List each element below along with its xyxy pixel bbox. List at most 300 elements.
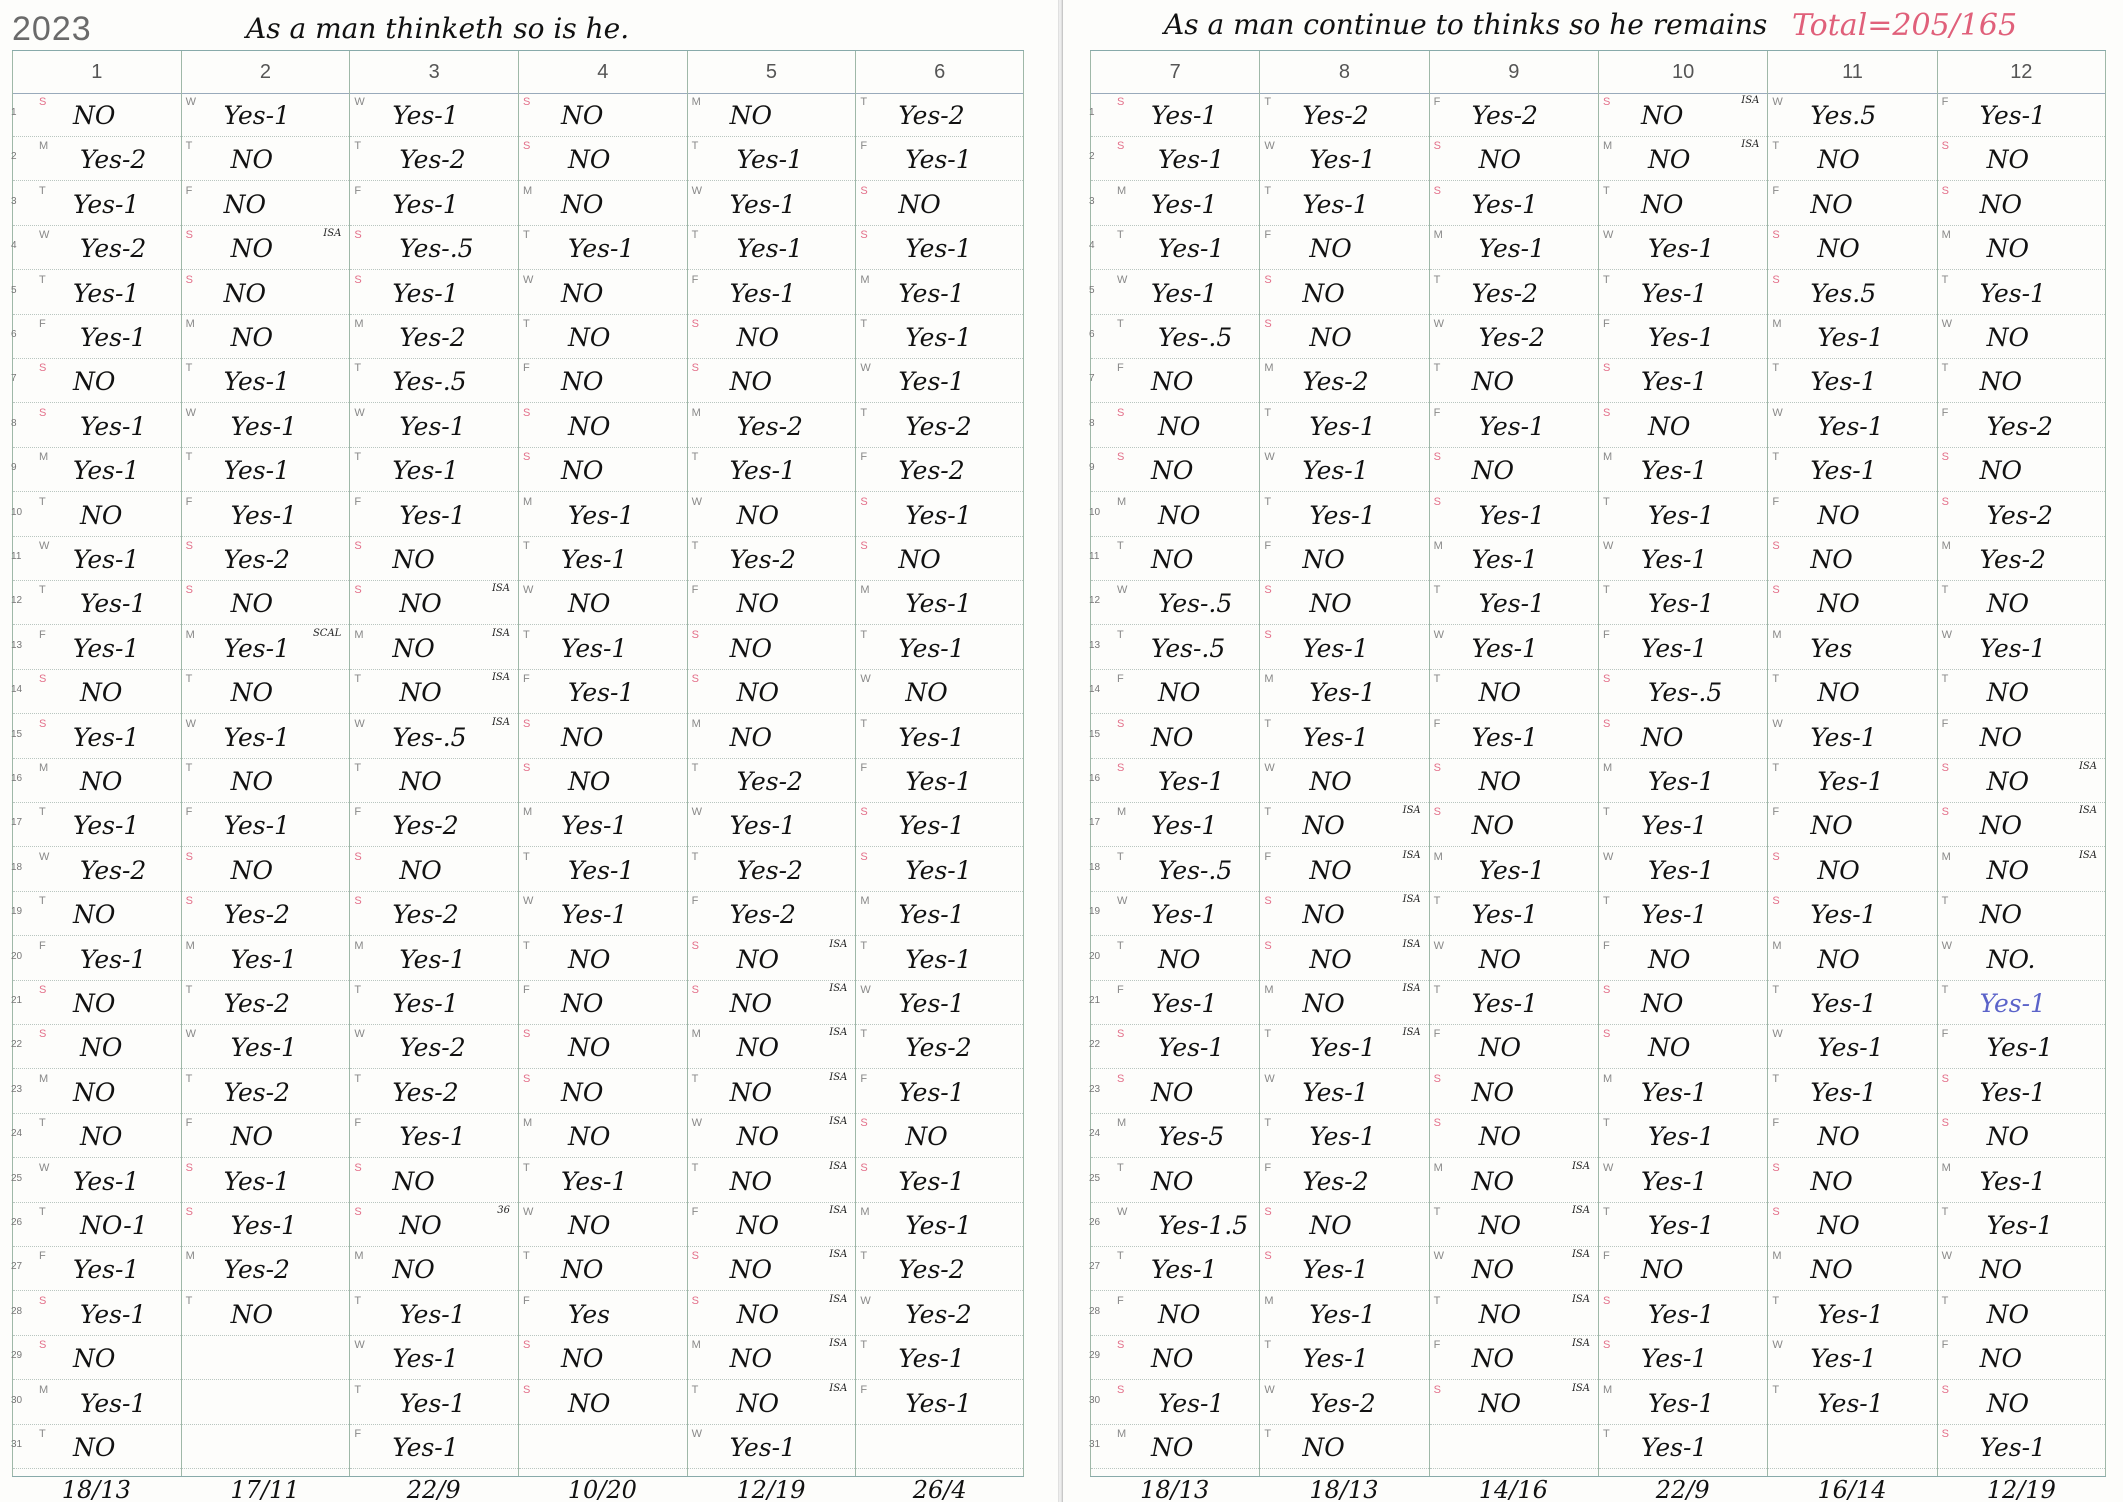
- habit-entry[interactable]: Yes-1: [898, 722, 965, 752]
- habit-entry[interactable]: Yes-.5: [392, 367, 467, 397]
- habit-entry[interactable]: Yes-1: [1309, 145, 1376, 175]
- habit-entry[interactable]: NO: [1986, 1388, 2030, 1418]
- habit-entry[interactable]: Yes-2: [1986, 411, 2053, 441]
- habit-entry[interactable]: NO: [898, 189, 941, 219]
- habit-entry[interactable]: NO: [73, 989, 116, 1018]
- habit-entry[interactable]: Yes-1: [1648, 589, 1715, 619]
- habit-entry[interactable]: Yes-1: [1979, 989, 2046, 1018]
- habit-entry[interactable]: Yes-.5: [1158, 855, 1233, 885]
- habit-entry[interactable]: Yes-1: [1641, 633, 1708, 663]
- habit-entry[interactable]: NO: [1309, 944, 1352, 974]
- habit-entry[interactable]: Yes-1: [1309, 411, 1376, 441]
- habit-entry[interactable]: NO: [230, 145, 274, 175]
- habit-entry[interactable]: NO: [1979, 900, 2023, 930]
- habit-entry[interactable]: Yes-1: [1979, 633, 2046, 663]
- habit-entry[interactable]: Yes-1: [1478, 500, 1545, 530]
- habit-entry[interactable]: Yes-1: [1151, 900, 1218, 930]
- habit-entry[interactable]: Yes-1: [223, 1166, 290, 1196]
- habit-entry[interactable]: NO: [736, 944, 780, 974]
- habit-entry[interactable]: NO: [1471, 1344, 1515, 1374]
- habit-entry[interactable]: Yes-1: [905, 1388, 972, 1418]
- habit-entry[interactable]: NO: [561, 367, 604, 397]
- habit-entry[interactable]: Yes-1: [80, 589, 147, 619]
- habit-entry[interactable]: NO: [1478, 767, 1522, 796]
- habit-entry[interactable]: Yes-1: [561, 545, 628, 574]
- habit-entry[interactable]: NO: [399, 855, 442, 885]
- habit-entry[interactable]: Yes-1: [1648, 323, 1715, 352]
- habit-entry[interactable]: NO: [392, 633, 435, 663]
- habit-entry[interactable]: Yes-2: [1309, 1388, 1376, 1418]
- habit-entry[interactable]: Yes-1: [1979, 1166, 2046, 1196]
- habit-entry[interactable]: Yes-1: [1302, 1077, 1369, 1107]
- habit-entry[interactable]: NO: [561, 1077, 604, 1107]
- habit-entry[interactable]: NO: [1151, 1344, 1194, 1374]
- habit-entry[interactable]: NO: [1648, 411, 1691, 441]
- habit-entry[interactable]: NO: [729, 633, 773, 663]
- habit-entry[interactable]: NO: [1151, 456, 1194, 486]
- habit-entry[interactable]: NO: [73, 1433, 116, 1462]
- habit-entry[interactable]: NO: [1817, 1211, 1860, 1240]
- habit-entry[interactable]: Yes-1: [1151, 1255, 1218, 1285]
- habit-entry[interactable]: NO: [399, 589, 442, 619]
- habit-entry[interactable]: Yes-2: [223, 900, 290, 930]
- habit-entry[interactable]: Yes-1: [1641, 1344, 1708, 1374]
- habit-entry[interactable]: Yes-2: [905, 411, 972, 441]
- habit-entry[interactable]: Yes-1: [1810, 367, 1877, 397]
- habit-entry[interactable]: Yes-1: [399, 944, 466, 974]
- habit-entry[interactable]: NO: [1478, 1033, 1522, 1063]
- habit-entry[interactable]: NO: [1986, 323, 2030, 352]
- habit-entry[interactable]: NO: [736, 1211, 780, 1240]
- habit-entry[interactable]: NO: [1986, 1299, 2030, 1329]
- habit-entry[interactable]: Yes-.5: [1648, 678, 1723, 708]
- habit-entry[interactable]: Yes-1: [1979, 101, 2046, 130]
- habit-entry[interactable]: Yes-1: [1471, 189, 1538, 219]
- habit-entry[interactable]: NO: [1302, 545, 1345, 574]
- habit-entry[interactable]: Yes-1: [1641, 456, 1708, 486]
- habit-entry[interactable]: NO: [73, 900, 116, 930]
- habit-entry[interactable]: Yes-1: [1641, 278, 1708, 308]
- habit-entry[interactable]: NO: [1986, 145, 2030, 175]
- habit-entry[interactable]: NO: [1810, 1166, 1853, 1196]
- habit-entry[interactable]: Yes-1: [1478, 589, 1545, 619]
- habit-entry[interactable]: Yes-2: [898, 456, 965, 486]
- habit-entry[interactable]: Yes-2: [1986, 500, 2053, 530]
- habit-entry[interactable]: NO: [1151, 1433, 1194, 1462]
- habit-entry[interactable]: Yes-1: [1648, 1211, 1715, 1240]
- habit-entry[interactable]: NO: [561, 989, 604, 1018]
- habit-entry[interactable]: NO: [905, 678, 948, 708]
- habit-entry[interactable]: Yes.5: [1810, 278, 1877, 308]
- habit-entry[interactable]: Yes-1: [1302, 633, 1369, 663]
- habit-entry[interactable]: NO: [561, 1255, 604, 1285]
- habit-entry[interactable]: NO: [1641, 1255, 1684, 1285]
- habit-entry[interactable]: NO: [1158, 500, 1201, 530]
- habit-entry[interactable]: NO: [1979, 367, 2023, 397]
- habit-entry[interactable]: Yes-1: [1817, 1299, 1884, 1329]
- habit-entry[interactable]: NO: [1309, 767, 1352, 796]
- habit-entry[interactable]: NO: [230, 323, 274, 352]
- habit-entry[interactable]: Yes-1: [1810, 722, 1877, 752]
- habit-entry[interactable]: Yes-1: [223, 101, 290, 130]
- habit-entry[interactable]: Yes-1: [1648, 1299, 1715, 1329]
- habit-entry[interactable]: Yes-1: [73, 278, 140, 308]
- habit-entry[interactable]: NO: [1471, 811, 1515, 841]
- habit-entry[interactable]: Yes-1: [392, 1344, 459, 1374]
- habit-entry[interactable]: NO: [73, 1077, 116, 1107]
- habit-entry[interactable]: Yes-1: [80, 1299, 147, 1329]
- habit-entry[interactable]: Yes-1: [905, 944, 972, 974]
- habit-entry[interactable]: NO: [1979, 456, 2023, 486]
- habit-entry[interactable]: NO: [1817, 234, 1860, 264]
- habit-entry[interactable]: NO: [230, 234, 274, 264]
- habit-entry[interactable]: Yes-1: [729, 811, 796, 841]
- habit-entry[interactable]: Yes-1: [73, 1166, 140, 1196]
- habit-entry[interactable]: Yes-1: [1471, 722, 1538, 752]
- habit-entry[interactable]: NO: [73, 1344, 116, 1374]
- habit-entry[interactable]: NO: [1309, 855, 1352, 885]
- habit-entry[interactable]: NO: [561, 1344, 604, 1374]
- habit-entry[interactable]: NO: [1478, 944, 1522, 974]
- habit-entry[interactable]: Yes-2: [399, 145, 466, 175]
- habit-entry[interactable]: Yes-1: [568, 678, 635, 708]
- habit-entry[interactable]: NO: [1151, 722, 1194, 752]
- habit-entry[interactable]: Yes-1: [1309, 1299, 1376, 1329]
- habit-entry[interactable]: Yes-1: [1158, 1388, 1225, 1418]
- habit-entry[interactable]: Yes-1: [1151, 189, 1218, 219]
- habit-entry[interactable]: Yes-1: [230, 1033, 297, 1063]
- habit-entry[interactable]: NO: [736, 500, 780, 530]
- habit-entry[interactable]: NO: [399, 678, 442, 708]
- habit-entry[interactable]: NO: [1986, 855, 2030, 885]
- habit-entry[interactable]: NO: [1810, 811, 1853, 841]
- habit-entry[interactable]: NO: [561, 722, 604, 752]
- habit-entry[interactable]: NO: [729, 367, 773, 397]
- habit-entry[interactable]: Yes-2: [80, 234, 147, 264]
- habit-entry[interactable]: Yes-1: [230, 1211, 297, 1240]
- habit-entry[interactable]: NO: [729, 722, 773, 752]
- habit-entry[interactable]: Yes-1: [1810, 1077, 1877, 1107]
- habit-entry[interactable]: NO: [1810, 545, 1853, 574]
- habit-entry[interactable]: NO: [1158, 411, 1201, 441]
- habit-entry[interactable]: NO: [1478, 678, 1522, 708]
- habit-entry[interactable]: Yes-1: [1817, 411, 1884, 441]
- habit-entry[interactable]: Yes-1: [568, 855, 635, 885]
- habit-entry[interactable]: Yes-1: [905, 323, 972, 352]
- habit-entry[interactable]: Yes-1: [1302, 722, 1369, 752]
- habit-entry[interactable]: NO: [568, 1122, 611, 1152]
- habit-entry[interactable]: Yes-1: [73, 722, 140, 752]
- habit-entry[interactable]: NO: [1478, 1299, 1522, 1329]
- habit-entry[interactable]: Yes-2: [736, 767, 803, 796]
- habit-entry[interactable]: NO: [1641, 722, 1684, 752]
- habit-entry[interactable]: Yes-1: [898, 1166, 965, 1196]
- habit-entry[interactable]: Yes-1: [1648, 855, 1715, 885]
- habit-entry[interactable]: Yes-1: [1302, 1344, 1369, 1374]
- habit-entry[interactable]: Yes-2: [80, 145, 147, 175]
- habit-entry[interactable]: NO: [1979, 1255, 2023, 1285]
- habit-entry[interactable]: Yes-1: [230, 411, 297, 441]
- habit-entry[interactable]: Yes-1: [729, 456, 796, 486]
- habit-entry[interactable]: Yes-1: [399, 1299, 466, 1329]
- habit-entry[interactable]: Yes-1: [223, 811, 290, 841]
- habit-entry[interactable]: Yes.5: [1810, 101, 1877, 130]
- habit-entry[interactable]: Yes-2: [392, 811, 459, 841]
- habit-entry[interactable]: NO: [1309, 323, 1352, 352]
- habit-entry[interactable]: Yes-1: [392, 101, 459, 130]
- habit-entry[interactable]: Yes-1: [223, 633, 290, 663]
- habit-entry[interactable]: NO: [1302, 989, 1345, 1018]
- habit-entry[interactable]: Yes-.5: [392, 722, 467, 752]
- habit-entry[interactable]: NO: [1302, 811, 1345, 841]
- habit-entry[interactable]: Yes-1: [392, 1433, 459, 1462]
- habit-entry[interactable]: Yes-2: [223, 1255, 290, 1285]
- habit-entry[interactable]: Yes-1: [1641, 1433, 1708, 1462]
- habit-entry[interactable]: Yes-1: [1979, 278, 2046, 308]
- habit-entry[interactable]: NO: [1151, 1077, 1194, 1107]
- habit-entry[interactable]: Yes-1: [1648, 1388, 1715, 1418]
- habit-entry[interactable]: NO: [561, 189, 604, 219]
- habit-entry[interactable]: Yes-1: [561, 900, 628, 930]
- habit-entry[interactable]: NO: [568, 323, 611, 352]
- habit-entry[interactable]: NO: [1158, 1299, 1201, 1329]
- habit-entry[interactable]: Yes-2: [729, 545, 796, 574]
- habit-entry[interactable]: Yes-1: [1641, 900, 1708, 930]
- habit-entry[interactable]: NO: [1817, 589, 1860, 619]
- habit-entry[interactable]: Yes-2: [905, 1033, 972, 1063]
- habit-entry[interactable]: NO: [80, 1033, 123, 1063]
- habit-entry[interactable]: NO: [729, 101, 773, 130]
- habit-entry[interactable]: Yes-1: [1641, 545, 1708, 574]
- habit-entry[interactable]: Yes-1: [1158, 234, 1225, 264]
- habit-entry[interactable]: Yes-1: [1309, 1122, 1376, 1152]
- habit-entry[interactable]: Yes-1: [905, 1211, 972, 1240]
- habit-entry[interactable]: Yes-1: [73, 456, 140, 486]
- habit-entry[interactable]: Yes-1: [736, 145, 803, 175]
- habit-entry[interactable]: Yes-1.5: [1158, 1211, 1249, 1240]
- habit-entry[interactable]: Yes-1: [223, 367, 290, 397]
- habit-entry[interactable]: Yes-1: [898, 633, 965, 663]
- habit-entry[interactable]: NO: [736, 1388, 780, 1418]
- habit-entry[interactable]: NO: [1986, 234, 2030, 264]
- habit-entry[interactable]: Yes-1: [1810, 900, 1877, 930]
- habit-entry[interactable]: Yes-1: [392, 278, 459, 308]
- habit-entry[interactable]: Yes-1: [223, 456, 290, 486]
- habit-entry[interactable]: Yes-1: [1471, 900, 1538, 930]
- habit-entry[interactable]: NO: [1979, 1344, 2023, 1374]
- habit-entry[interactable]: Yes-1: [1986, 1033, 2053, 1063]
- habit-entry[interactable]: Yes-2: [392, 1077, 459, 1107]
- habit-entry[interactable]: Yes-1: [1817, 1388, 1884, 1418]
- habit-entry[interactable]: NO: [561, 278, 604, 308]
- habit-entry[interactable]: Yes-1: [905, 145, 972, 175]
- habit-entry[interactable]: NO: [1986, 678, 2030, 708]
- habit-entry[interactable]: NO: [1478, 145, 1522, 175]
- habit-entry[interactable]: Yes-2: [736, 855, 803, 885]
- habit-entry[interactable]: NO: [736, 1033, 780, 1063]
- habit-entry[interactable]: Yes: [568, 1299, 610, 1329]
- habit-entry[interactable]: NO: [1151, 1166, 1194, 1196]
- habit-entry[interactable]: Yes-1: [736, 234, 803, 264]
- habit-entry[interactable]: NO: [568, 1033, 611, 1063]
- habit-entry[interactable]: NO: [1986, 1122, 2030, 1152]
- habit-entry[interactable]: NO: [1158, 678, 1201, 708]
- habit-entry[interactable]: NO: [1478, 1388, 1522, 1418]
- habit-entry[interactable]: Yes-1: [729, 1433, 796, 1462]
- habit-entry[interactable]: NO: [1471, 1166, 1515, 1196]
- habit-entry[interactable]: Yes-2: [729, 900, 796, 930]
- habit-entry[interactable]: Yes-1: [905, 767, 972, 796]
- habit-entry[interactable]: Yes-1: [73, 189, 140, 219]
- habit-entry[interactable]: Yes-.5: [399, 234, 474, 264]
- habit-entry[interactable]: Yes-1: [230, 944, 297, 974]
- habit-entry[interactable]: NO: [1471, 456, 1515, 486]
- habit-entry[interactable]: NO: [230, 855, 274, 885]
- habit-entry[interactable]: Yes-2: [399, 323, 466, 352]
- habit-entry[interactable]: Yes-1: [1478, 855, 1545, 885]
- habit-entry[interactable]: NO: [1817, 500, 1860, 530]
- habit-entry[interactable]: NO: [1309, 234, 1352, 264]
- habit-entry[interactable]: Yes-1: [1810, 1344, 1877, 1374]
- habit-entry[interactable]: NO: [223, 278, 267, 308]
- habit-entry[interactable]: Yes-2: [223, 989, 290, 1018]
- habit-entry[interactable]: NO: [1986, 767, 2030, 796]
- habit-entry[interactable]: Yes-1: [392, 456, 459, 486]
- habit-entry[interactable]: Yes-1: [905, 234, 972, 264]
- habit-entry[interactable]: NO: [1158, 944, 1201, 974]
- habit-entry[interactable]: NO: [1817, 855, 1860, 885]
- habit-entry[interactable]: NO: [230, 1299, 274, 1329]
- habit-entry[interactable]: Yes-1: [1309, 1033, 1376, 1063]
- habit-entry[interactable]: Yes-1: [905, 589, 972, 619]
- habit-entry[interactable]: Yes-1: [392, 989, 459, 1018]
- habit-entry[interactable]: Yes-1: [392, 189, 459, 219]
- habit-entry[interactable]: Yes-1: [898, 989, 965, 1018]
- habit-entry[interactable]: Yes-1: [898, 1344, 965, 1374]
- habit-entry[interactable]: Yes-1: [399, 411, 466, 441]
- habit-entry[interactable]: NO: [1471, 1255, 1515, 1285]
- habit-entry[interactable]: Yes-.5: [1151, 633, 1226, 663]
- habit-entry[interactable]: NO: [1648, 1033, 1691, 1063]
- habit-entry[interactable]: NO: [1471, 367, 1515, 397]
- habit-entry[interactable]: Yes-1: [561, 811, 628, 841]
- habit-entry[interactable]: Yes-2: [80, 855, 147, 885]
- habit-entry[interactable]: NO: [223, 189, 267, 219]
- habit-entry[interactable]: Yes-.5: [1158, 323, 1233, 352]
- habit-entry[interactable]: NO: [729, 1344, 773, 1374]
- habit-entry[interactable]: Yes-.5: [1158, 589, 1233, 619]
- habit-entry[interactable]: Yes-1: [1641, 811, 1708, 841]
- habit-entry[interactable]: NO: [729, 1077, 773, 1107]
- habit-entry[interactable]: Yes-1: [1641, 367, 1708, 397]
- habit-entry[interactable]: Yes-1: [1151, 101, 1218, 130]
- habit-entry[interactable]: Yes-1: [1810, 456, 1877, 486]
- habit-entry[interactable]: NO: [73, 101, 116, 130]
- habit-entry[interactable]: NO: [1648, 145, 1691, 175]
- habit-entry[interactable]: Yes-1: [1158, 767, 1225, 796]
- habit-entry[interactable]: NO: [1641, 189, 1684, 219]
- habit-entry[interactable]: NO: [1478, 1122, 1522, 1152]
- habit-entry[interactable]: Yes-2: [1478, 323, 1545, 352]
- habit-entry[interactable]: NO: [230, 767, 274, 796]
- habit-entry[interactable]: Yes-1: [1471, 633, 1538, 663]
- habit-entry[interactable]: NO.: [1986, 944, 2036, 974]
- habit-entry[interactable]: NO: [1979, 189, 2023, 219]
- habit-entry[interactable]: Yes-1: [729, 189, 796, 219]
- habit-entry[interactable]: Yes-1: [1151, 278, 1218, 308]
- habit-entry[interactable]: Yes-1: [1309, 678, 1376, 708]
- habit-entry[interactable]: Yes-1: [1158, 1033, 1225, 1063]
- habit-entry[interactable]: NO: [568, 1388, 611, 1418]
- habit-entry[interactable]: Yes-5: [1158, 1122, 1225, 1152]
- habit-entry[interactable]: Yes-1: [399, 1122, 466, 1152]
- habit-entry[interactable]: NO: [230, 1122, 274, 1152]
- habit-entry[interactable]: NO: [399, 1211, 442, 1240]
- habit-entry[interactable]: Yes-1: [80, 944, 147, 974]
- habit-entry[interactable]: NO: [736, 678, 780, 708]
- habit-entry[interactable]: NO: [1151, 367, 1194, 397]
- habit-entry[interactable]: NO: [736, 1299, 780, 1329]
- habit-entry[interactable]: Yes-1: [1979, 1433, 2046, 1462]
- habit-entry[interactable]: Yes-2: [736, 411, 803, 441]
- habit-entry[interactable]: NO: [1986, 589, 2030, 619]
- habit-entry[interactable]: NO: [561, 101, 604, 130]
- habit-entry[interactable]: NO-1: [80, 1211, 148, 1240]
- habit-entry[interactable]: Yes-1: [1648, 767, 1715, 796]
- habit-entry[interactable]: Yes-2: [399, 1033, 466, 1063]
- habit-entry[interactable]: NO: [1810, 1255, 1853, 1285]
- habit-entry[interactable]: NO: [1648, 944, 1691, 974]
- habit-entry[interactable]: Yes-1: [73, 545, 140, 574]
- habit-entry[interactable]: Yes-2: [392, 900, 459, 930]
- habit-entry[interactable]: Yes-1: [1817, 323, 1884, 352]
- habit-entry[interactable]: NO: [80, 678, 123, 708]
- habit-entry[interactable]: Yes-2: [1471, 278, 1538, 308]
- habit-entry[interactable]: Yes-1: [399, 1388, 466, 1418]
- habit-entry[interactable]: NO: [568, 589, 611, 619]
- habit-entry[interactable]: Yes-1: [898, 900, 965, 930]
- habit-entry[interactable]: NO: [1302, 1433, 1345, 1462]
- habit-entry[interactable]: Yes-2: [1302, 1166, 1369, 1196]
- habit-entry[interactable]: Yes-1: [1302, 1255, 1369, 1285]
- habit-entry[interactable]: Yes-1: [1478, 411, 1545, 441]
- habit-entry[interactable]: Yes-1: [1302, 189, 1369, 219]
- habit-entry[interactable]: Yes-1: [568, 234, 635, 264]
- habit-entry[interactable]: NO: [1817, 678, 1860, 708]
- habit-entry[interactable]: NO: [1151, 545, 1194, 574]
- habit-entry[interactable]: NO: [1641, 101, 1684, 130]
- habit-entry[interactable]: Yes-1: [561, 1166, 628, 1196]
- habit-entry[interactable]: NO: [568, 411, 611, 441]
- habit-entry[interactable]: Yes-1: [1151, 811, 1218, 841]
- habit-entry[interactable]: Yes-1: [729, 278, 796, 308]
- habit-entry[interactable]: Yes-1: [905, 500, 972, 530]
- habit-entry[interactable]: Yes-1: [80, 411, 147, 441]
- habit-entry[interactable]: Yes-1: [73, 1255, 140, 1285]
- habit-entry[interactable]: NO: [1810, 189, 1853, 219]
- habit-entry[interactable]: NO: [561, 456, 604, 486]
- habit-entry[interactable]: NO: [230, 678, 274, 708]
- habit-entry[interactable]: Yes-2: [1302, 101, 1369, 130]
- habit-entry[interactable]: Yes-1: [1641, 1077, 1708, 1107]
- habit-entry[interactable]: Yes-1: [1158, 145, 1225, 175]
- habit-entry[interactable]: NO: [568, 1211, 611, 1240]
- habit-entry[interactable]: Yes-2: [1471, 101, 1538, 130]
- habit-entry[interactable]: NO: [1302, 278, 1345, 308]
- habit-entry[interactable]: NO: [568, 944, 611, 974]
- habit-entry[interactable]: Yes-2: [223, 1077, 290, 1107]
- habit-entry[interactable]: NO: [1817, 145, 1860, 175]
